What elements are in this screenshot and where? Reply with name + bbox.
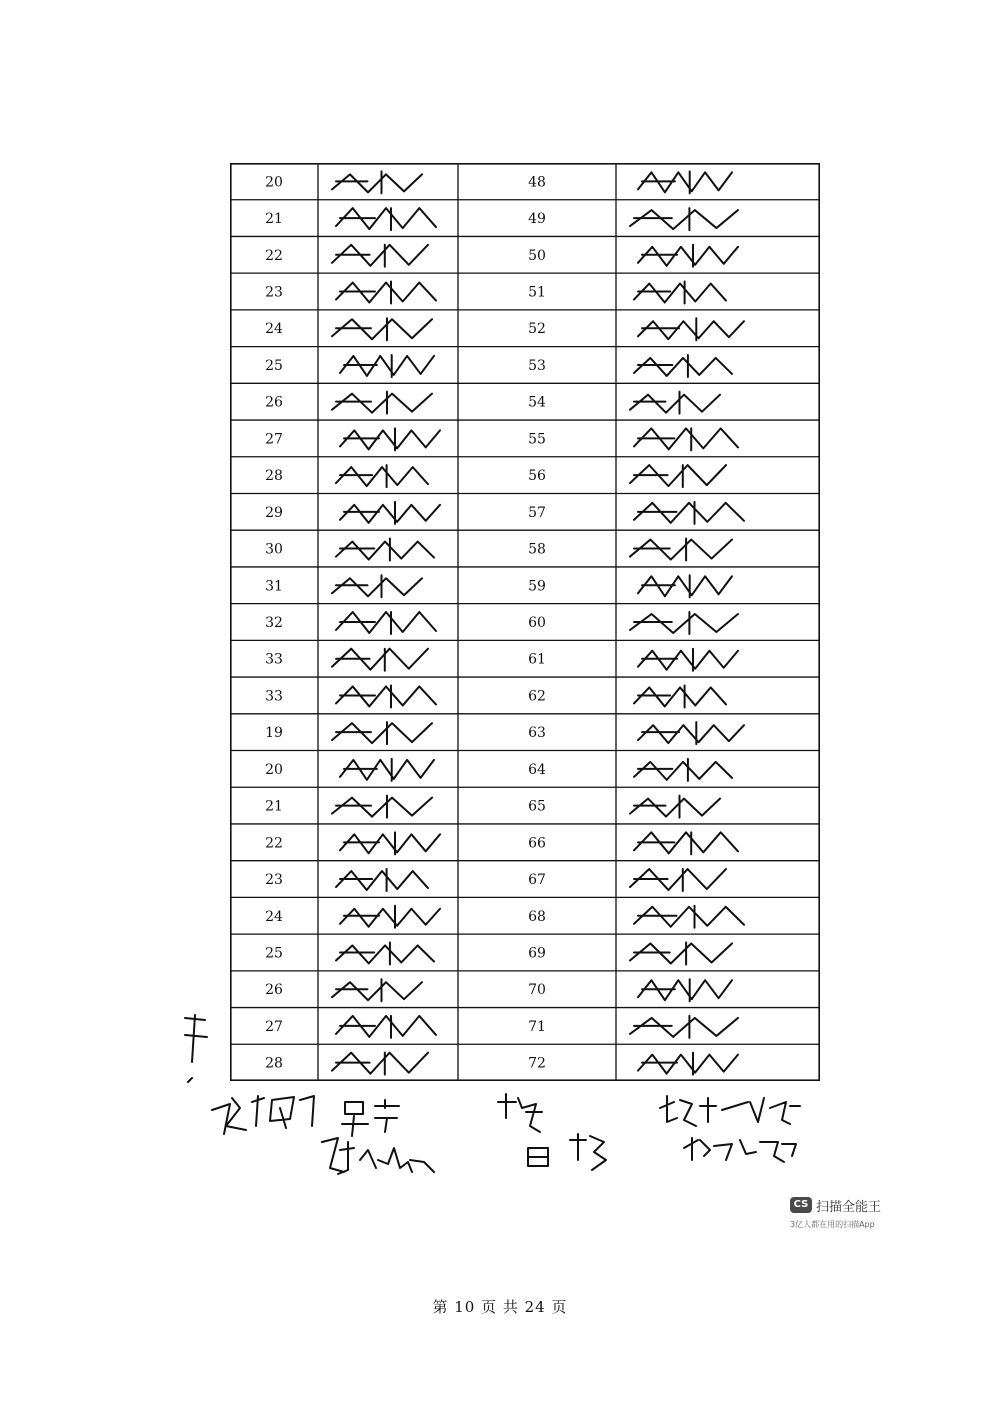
handwritten-signature <box>630 465 726 487</box>
handwritten-signature <box>638 171 732 193</box>
handwritten-signature <box>630 1016 738 1038</box>
handwritten-signature <box>340 759 434 781</box>
handwritten-signature <box>630 869 726 891</box>
row-number-right: 61 <box>528 651 546 668</box>
row-number-right: 70 <box>528 982 546 999</box>
row-number-right: 66 <box>528 835 546 852</box>
handwritten-signature <box>336 465 428 487</box>
handwritten-signature <box>630 539 732 561</box>
row-number-left: 28 <box>265 1055 283 1072</box>
row-number-left: 22 <box>265 247 283 264</box>
cs-logo-icon: CS <box>790 1197 812 1213</box>
handwritten-signature <box>336 282 436 304</box>
handwritten-signature <box>332 979 422 1001</box>
row-number-left: 22 <box>265 835 283 852</box>
row-number-left: 33 <box>265 688 283 705</box>
row-number-right: 67 <box>528 872 546 889</box>
row-number-right: 49 <box>528 211 546 228</box>
row-number-left: 29 <box>265 504 283 521</box>
handwritten-signature <box>630 612 738 634</box>
row-number-right: 71 <box>528 1018 546 1035</box>
row-number-left: 20 <box>265 761 283 778</box>
row-number-left: 27 <box>265 1018 283 1035</box>
handwritten-signature <box>634 428 738 450</box>
watermark-title: 扫描全能王 <box>816 1200 882 1215</box>
row-number-left: 20 <box>265 174 283 191</box>
handwritten-signature <box>634 282 726 304</box>
handwritten-signature <box>332 171 422 193</box>
row-number-left: 26 <box>265 982 283 999</box>
row-number-left: 23 <box>265 872 283 889</box>
row-number-right: 58 <box>528 541 546 558</box>
handwritten-signature <box>634 502 744 524</box>
handwritten-signature <box>498 1094 542 1132</box>
row-number-left: 33 <box>265 651 283 668</box>
row-number-right: 55 <box>528 431 546 448</box>
row-number-left: 26 <box>265 394 283 411</box>
handwritten-signature <box>340 502 440 524</box>
row-number-right: 64 <box>528 761 546 778</box>
handwritten-signature <box>630 392 720 414</box>
handwritten-signature <box>332 796 432 818</box>
handwritten-signature <box>336 1016 436 1038</box>
handwritten-signature <box>638 649 738 671</box>
row-number-left: 24 <box>265 908 283 925</box>
handwritten-signature <box>638 979 732 1001</box>
handwritten-signature <box>332 318 432 340</box>
handwritten-signature <box>638 318 744 340</box>
handwritten-signature <box>340 355 434 377</box>
row-number-left: 28 <box>265 468 283 485</box>
handwritten-signature <box>634 906 744 928</box>
scanner-app-watermark <box>790 1195 900 1235</box>
row-number-right: 69 <box>528 945 546 962</box>
row-number-left: 21 <box>265 211 283 228</box>
handwritten-signature <box>340 428 440 450</box>
handwritten-signature <box>332 1053 428 1075</box>
page-number-footer: 第 10 页 共 24 页 <box>432 1298 568 1316</box>
handwritten-signature <box>212 1096 314 1134</box>
handwritten-signature <box>634 355 732 377</box>
row-number-right: 65 <box>528 798 546 815</box>
row-number-right: 59 <box>528 578 546 595</box>
handwritten-signature <box>528 1134 606 1170</box>
handwritten-signature <box>638 245 738 267</box>
row-number-right: 62 <box>528 688 546 705</box>
row-number-left: 19 <box>265 725 283 742</box>
row-number-right: 54 <box>528 394 546 411</box>
handwritten-signature <box>332 392 432 414</box>
handwritten-signature <box>336 942 434 964</box>
row-number-right: 53 <box>528 357 546 374</box>
signature-table <box>230 163 820 1081</box>
handwritten-signature <box>638 1053 738 1075</box>
handwritten-signature <box>336 208 436 230</box>
handwritten-signature <box>332 245 428 267</box>
handwritten-signature <box>336 539 434 561</box>
handwritten-signature <box>336 612 436 634</box>
handwritten-signature <box>185 1015 207 1082</box>
row-number-right: 68 <box>528 908 546 925</box>
row-number-left: 32 <box>265 615 283 631</box>
handwritten-signature <box>332 575 422 597</box>
row-number-right: 48 <box>528 174 546 191</box>
row-number-left: 25 <box>265 357 283 374</box>
handwritten-signature <box>634 832 738 854</box>
handwritten-signature <box>336 685 436 707</box>
row-number-left: 25 <box>265 945 283 962</box>
handwritten-signature <box>630 208 738 230</box>
handwritten-signature <box>684 1138 796 1162</box>
row-number-right: 60 <box>528 615 546 631</box>
row-number-left: 23 <box>265 284 283 301</box>
row-number-left: 31 <box>265 578 283 595</box>
handwritten-signature <box>332 649 428 671</box>
row-number-right: 72 <box>528 1055 546 1072</box>
handwritten-signature <box>638 575 732 597</box>
handwritten-signature <box>336 869 428 891</box>
handwritten-signature <box>638 722 744 744</box>
row-number-right: 52 <box>528 321 546 338</box>
handwritten-signature <box>340 906 440 928</box>
watermark-tagline: 3亿人都在用的扫描App <box>790 1220 875 1229</box>
row-number-right: 50 <box>528 247 546 264</box>
handwritten-signature <box>634 759 732 781</box>
handwritten-signature <box>630 796 720 818</box>
handwritten-signature <box>630 942 732 964</box>
handwritten-signature <box>322 1138 434 1174</box>
row-number-left: 30 <box>265 541 283 558</box>
row-number-right: 56 <box>528 468 546 485</box>
handwritten-signature <box>340 832 440 854</box>
handwritten-signature <box>634 685 726 707</box>
table-border <box>231 164 819 1080</box>
row-number-left: 24 <box>265 321 283 338</box>
handwritten-signature <box>332 722 432 744</box>
row-number-left: 27 <box>265 431 283 448</box>
handwritten-signature <box>342 1100 399 1136</box>
row-number-right: 57 <box>528 504 546 521</box>
row-number-right: 63 <box>528 725 546 742</box>
row-number-left: 21 <box>265 798 283 815</box>
row-number-right: 51 <box>528 284 546 301</box>
handwritten-signature <box>660 1096 800 1126</box>
